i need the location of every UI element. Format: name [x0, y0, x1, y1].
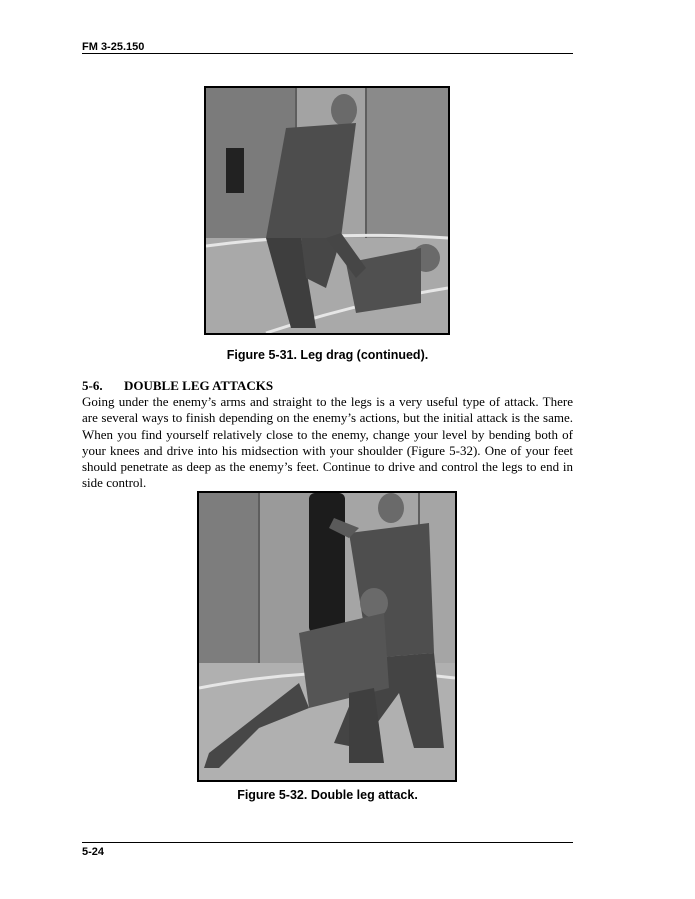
footer-rule	[82, 842, 573, 843]
section-number: 5-6.	[82, 378, 103, 393]
header-rule	[82, 53, 573, 54]
page-number: 5-24	[82, 846, 105, 858]
section-title: DOUBLE LEG ATTACKS	[124, 378, 274, 393]
figure-5-32-photo	[197, 491, 457, 782]
section-body: Going under the enemy’s arms and straight to the legs is a very useful type of attack. There are several ways to finish depending on the enemy’s actions, but the initial attack is the same. When you find yourself relatively close to the enemy, change your level by bending both of your knees and drive into his midsection with your shoulder (Figure 5-32). One of your feet should penetrate as deep as the enemy’s feet. Continue to drive and control the legs to end in side control.	[82, 394, 573, 491]
running-header: FM 3-25.150	[82, 41, 145, 53]
figure-5-31-caption: Figure 5-31. Leg drag (continued).	[226, 348, 429, 362]
figure-5-32-caption: Figure 5-32. Double leg attack.	[237, 788, 418, 802]
figure-5-31-photo	[204, 86, 450, 335]
section-heading	[82, 378, 273, 394]
